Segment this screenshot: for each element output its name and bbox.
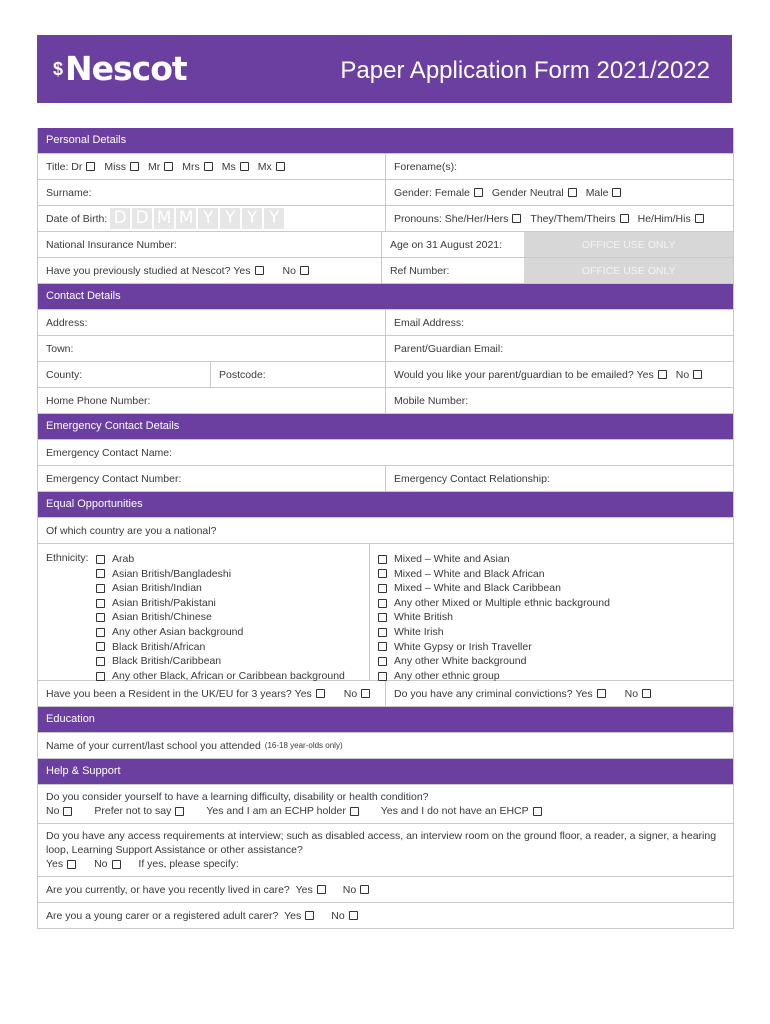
care-no-checkbox[interactable] (360, 885, 369, 894)
no-label: No (331, 909, 345, 922)
criminal-label: Do you have any criminal convictions? (394, 687, 573, 700)
ethnicity-label: Ethnicity: (46, 552, 89, 564)
ethnicity-option[interactable] (96, 625, 345, 640)
difficulty-prefer-not-checkbox[interactable] (175, 807, 184, 816)
parent-emailed-label: Would you like your parent/guardian to be emailed? (394, 368, 634, 381)
email-label: Email Address: (394, 316, 465, 329)
ethnicity-option-label: Asian British/Indian (112, 582, 202, 595)
county-field[interactable] (38, 362, 211, 387)
school-label: Name of your current/last school you attended (46, 739, 261, 752)
studied-label: Have you previously studied at Nescot? (46, 264, 231, 277)
emergency-relationship-field[interactable] (386, 466, 733, 491)
row-title (38, 154, 733, 180)
row-ni (38, 232, 733, 258)
ni-label: National Insurance Number: (46, 238, 177, 251)
home-phone-field[interactable] (38, 388, 386, 413)
ethnicity-list-left (96, 552, 345, 683)
studied-no-checkbox[interactable] (300, 266, 309, 275)
dob-year-box[interactable]: Y (198, 208, 218, 229)
emergency-name-field[interactable] (38, 440, 733, 465)
ethnicity-option[interactable] (96, 610, 345, 625)
pronoun-they-checkbox[interactable] (620, 214, 629, 223)
gender-label: Gender: (394, 186, 432, 199)
parent-email-label: Parent/Guardian Email: (394, 342, 504, 355)
row-county (38, 362, 733, 388)
row-resident (38, 681, 733, 707)
ethnicity-option-label: Asian British/Pakistani (112, 596, 216, 609)
yes-label: Yes (233, 264, 251, 277)
dob-field (38, 206, 386, 231)
parent-emailed-field (386, 362, 733, 387)
ethnicity-checkbox[interactable] (378, 642, 387, 651)
gender-neutral-checkbox[interactable] (568, 188, 577, 197)
forenames-label: Forename(s): (394, 160, 458, 173)
parent-email-field[interactable] (386, 336, 733, 361)
access-no-checkbox[interactable] (112, 860, 121, 869)
row-phone (38, 388, 733, 414)
age-label: Age on 31 August 2021: (389, 238, 503, 251)
pronoun-option-label: He/Him/His (637, 212, 691, 225)
row-surname (38, 180, 733, 206)
ethnicity-list-right (378, 552, 610, 683)
criminal-yes-checkbox[interactable] (597, 689, 606, 698)
gender-option-label: Female (434, 186, 470, 199)
home-phone-label: Home Phone Number: (46, 394, 151, 407)
ethnicity-option-label: Black British/African (112, 640, 206, 653)
ethnicity-section (38, 544, 733, 681)
difficulty-option-label: Yes and I am an ECHP holder (206, 805, 346, 817)
title-mr-checkbox[interactable] (164, 162, 173, 171)
gender-field (386, 180, 733, 205)
gender-female-checkbox[interactable] (474, 188, 483, 197)
access-question: Do you have any access requirements at interview; such as disabled access, an interview room on the ground floor, a reader, a signer, a hearing loop, Learning Support Assistance or other assistance? (46, 830, 717, 856)
ethnicity-checkbox[interactable] (96, 672, 105, 681)
yes-label: Yes (575, 687, 593, 700)
yes-label: Yes (636, 368, 654, 381)
form-title: Paper Application Form 2021/2022 (340, 57, 710, 84)
title-miss-checkbox[interactable] (130, 162, 139, 171)
mobile-field[interactable] (386, 388, 733, 413)
ethnicity-right-column (370, 544, 733, 680)
town-label: Town: (46, 342, 74, 355)
emergency-relationship-label: Emergency Contact Relationship: (394, 472, 550, 485)
title-option-label: Mrs (182, 160, 200, 173)
ethnicity-option[interactable] (96, 567, 345, 582)
section-emergency-contact: Emergency Contact Details (38, 414, 733, 440)
dob-day-box[interactable]: D (132, 208, 152, 229)
title-option-label: Miss (104, 160, 126, 173)
emergency-name-label: Emergency Contact Name: (46, 446, 173, 459)
access-yes-checkbox[interactable] (67, 860, 76, 869)
ethnicity-checkbox[interactable] (96, 657, 105, 666)
no-label: No (343, 687, 358, 700)
school-field[interactable] (38, 733, 733, 758)
ref-label: Ref Number: (389, 264, 450, 277)
pronouns-label: Pronouns: (394, 212, 442, 225)
school-note: (16-18 year-olds only) (264, 741, 343, 750)
form-header (37, 35, 732, 103)
ethnicity-option-label: Mixed – White and Black Caribbean (394, 582, 561, 595)
criminal-no-checkbox[interactable] (642, 689, 651, 698)
difficulty-question-block (38, 785, 733, 824)
carer-question: Are you a young carer or a registered adult carer? (46, 909, 279, 922)
carer-field (38, 903, 733, 928)
email-field[interactable] (386, 310, 733, 335)
row-nationality (38, 518, 733, 544)
ethnicity-option[interactable] (378, 581, 610, 596)
care-question: Are you currently, or have you recently lived in care? (46, 883, 290, 896)
dob-year-box[interactable]: Y (242, 208, 262, 229)
ethnicity-option[interactable] (96, 640, 345, 655)
access-question-block (38, 824, 733, 877)
resident-no-checkbox[interactable] (361, 689, 370, 698)
ethnicity-checkbox[interactable] (96, 555, 105, 564)
title-field (38, 154, 386, 179)
pronoun-option-label: She/Her/Hers (444, 212, 509, 225)
row-town (38, 336, 733, 362)
nationality-field[interactable] (38, 518, 733, 543)
gender-option-label: Male (585, 186, 609, 199)
access-specify-label: If yes, please specify: (138, 858, 239, 870)
ethnicity-option-label: Arab (112, 553, 135, 565)
resident-field (38, 681, 386, 706)
row-dob (38, 206, 733, 232)
nescot-logo (53, 49, 187, 88)
ethnicity-option[interactable] (96, 552, 345, 567)
row-school (38, 733, 733, 759)
dob-month-box[interactable]: M (176, 208, 196, 229)
office-use-box: OFFICE USE ONLY (524, 258, 733, 283)
dob-year-box[interactable]: Y (264, 208, 284, 229)
ethnicity-checkbox[interactable] (96, 642, 105, 651)
studied-field (38, 258, 382, 283)
ethnicity-option-label: Any other Asian background (112, 625, 244, 638)
care-field (38, 877, 733, 902)
mobile-label: Mobile Number: (394, 394, 469, 407)
title-label: Title: (46, 160, 69, 173)
ethnicity-option-label: Asian British/Chinese (112, 611, 212, 624)
ethnicity-option[interactable] (96, 581, 345, 596)
ethnicity-option-label: Any other Black, African or Caribbean background (112, 669, 345, 682)
no-label: No (675, 368, 690, 381)
section-equal-opportunities: Equal Opportunities (38, 492, 733, 518)
title-ms-checkbox[interactable] (240, 162, 249, 171)
title-option-label: Ms (221, 160, 236, 173)
studied-yes-checkbox[interactable] (255, 266, 264, 275)
gender-male-checkbox[interactable] (612, 188, 621, 197)
row-emergency-name (38, 440, 733, 466)
row-carer (38, 903, 733, 929)
ethnicity-checkbox[interactable] (378, 555, 387, 564)
ethnicity-option[interactable] (378, 640, 610, 655)
pronoun-option-label: They/Them/Theirs (530, 212, 616, 225)
ethnicity-option-label: White Gypsy or Irish Traveller (394, 640, 532, 653)
no-label: No (624, 687, 639, 700)
dob-month-box[interactable]: M (154, 208, 174, 229)
difficulty-option-label: Yes and I do not have an EHCP (380, 805, 529, 817)
no-label: No (94, 858, 108, 870)
resident-label: Have you been a Resident in the UK/EU for 3 years? (46, 687, 292, 700)
ethnicity-checkbox[interactable] (96, 628, 105, 637)
title-option-label: Mx (257, 160, 272, 173)
ethnicity-option-label: Black British/Caribbean (112, 655, 222, 668)
title-option-label: Mr (147, 160, 161, 173)
ethnicity-option[interactable] (96, 669, 345, 684)
ni-field[interactable] (38, 232, 382, 257)
ethnicity-checkbox[interactable] (96, 599, 105, 608)
row-emergency-number (38, 466, 733, 492)
title-option-label: Dr (71, 160, 83, 173)
address-field[interactable] (38, 310, 386, 335)
ethnicity-option[interactable] (378, 596, 610, 611)
difficulty-question: Do you consider yourself to have a learning difficulty, disability or health condition? (46, 791, 429, 803)
yes-label: Yes (46, 858, 64, 870)
ethnicity-checkbox[interactable] (378, 613, 387, 622)
section-contact-details: Contact Details (38, 284, 733, 310)
gender-option-label: Gender Neutral (491, 186, 564, 199)
yes-label: Yes (295, 883, 313, 896)
ethnicity-checkbox[interactable] (378, 628, 387, 637)
difficulty-no-checkbox[interactable] (63, 807, 72, 816)
forenames-field[interactable] (386, 154, 733, 179)
ethnicity-option-label: Asian British/Bangladeshi (112, 567, 232, 580)
emergency-number-field[interactable] (38, 466, 386, 491)
care-yes-checkbox[interactable] (317, 885, 326, 894)
title-dr-checkbox[interactable] (86, 162, 95, 171)
surname-field[interactable] (38, 180, 386, 205)
ref-field (382, 258, 524, 283)
ethnicity-option-label: Any other White background (394, 655, 527, 668)
parent-emailed-no-checkbox[interactable] (693, 370, 702, 379)
surname-label: Surname: (46, 186, 92, 199)
section-education: Education (38, 707, 733, 733)
dob-label: Date of Birth: (46, 212, 108, 225)
nationality-label: Of which country are you a national? (46, 524, 217, 537)
difficulty-echp-checkbox[interactable] (350, 807, 359, 816)
town-field[interactable] (38, 336, 386, 361)
ethnicity-option-label: Mixed – White and Black African (394, 567, 545, 580)
logo-mark-icon: $ (53, 58, 64, 79)
ethnicity-option[interactable] (378, 610, 610, 625)
ethnicity-option-label: Any other ethnic group (394, 669, 500, 682)
pronoun-he-checkbox[interactable] (695, 214, 704, 223)
office-use-box: OFFICE USE ONLY (524, 232, 733, 257)
pronoun-she-checkbox[interactable] (512, 214, 521, 223)
parent-emailed-yes-checkbox[interactable] (658, 370, 667, 379)
yes-label: Yes (284, 909, 302, 922)
address-label: Address: (46, 316, 88, 329)
dob-day-box[interactable]: D (110, 208, 130, 229)
row-studied (38, 258, 733, 284)
resident-yes-checkbox[interactable] (316, 689, 325, 698)
ethnicity-option[interactable] (378, 669, 610, 684)
ethnicity-checkbox[interactable] (378, 569, 387, 578)
ethnicity-option-label: White British (394, 611, 453, 624)
age-field[interactable] (382, 232, 524, 257)
dob-year-box[interactable]: Y (220, 208, 240, 229)
ethnicity-checkbox[interactable] (96, 613, 105, 622)
ethnicity-option[interactable] (96, 654, 345, 669)
pronouns-field (386, 206, 733, 231)
ethnicity-checkbox[interactable] (378, 657, 387, 666)
ethnicity-checkbox[interactable] (96, 569, 105, 578)
county-label: County: (46, 368, 83, 381)
difficulty-option-label: Prefer not to say (94, 805, 172, 817)
ethnicity-left-column (38, 544, 370, 680)
ethnicity-option[interactable] (378, 625, 610, 640)
emergency-number-label: Emergency Contact Number: (46, 472, 182, 485)
row-address (38, 310, 733, 336)
section-personal-details: Personal Details (38, 128, 733, 154)
no-label: No (342, 883, 357, 896)
ethnicity-checkbox[interactable] (378, 584, 387, 593)
ethnicity-option-label: Mixed – White and Asian (394, 553, 510, 565)
postcode-label: Postcode: (219, 368, 266, 381)
title-mrs-checkbox[interactable] (204, 162, 213, 171)
logo-text: Nescot (65, 49, 187, 88)
title-mx-checkbox[interactable] (276, 162, 285, 171)
ethnicity-checkbox[interactable] (96, 584, 105, 593)
ethnicity-option[interactable] (378, 654, 610, 669)
criminal-field (386, 681, 733, 706)
application-form (37, 128, 734, 929)
ethnicity-option-label: White Irish (394, 625, 444, 638)
difficulty-option-label: No (46, 805, 60, 817)
ethnicity-option[interactable] (378, 567, 610, 582)
carer-yes-checkbox[interactable] (305, 911, 314, 920)
no-label: No (282, 264, 296, 277)
difficulty-no-ehcp-checkbox[interactable] (533, 807, 542, 816)
ethnicity-option[interactable] (378, 552, 610, 567)
carer-no-checkbox[interactable] (349, 911, 358, 920)
section-help-support: Help & Support (38, 759, 733, 785)
ethnicity-checkbox[interactable] (378, 672, 387, 681)
ethnicity-option[interactable] (96, 596, 345, 611)
ethnicity-option-label: Any other Mixed or Multiple ethnic background (394, 596, 610, 609)
yes-label: Yes (294, 687, 312, 700)
postcode-field[interactable] (211, 362, 386, 387)
row-care (38, 877, 733, 903)
ethnicity-checkbox[interactable] (378, 599, 387, 608)
